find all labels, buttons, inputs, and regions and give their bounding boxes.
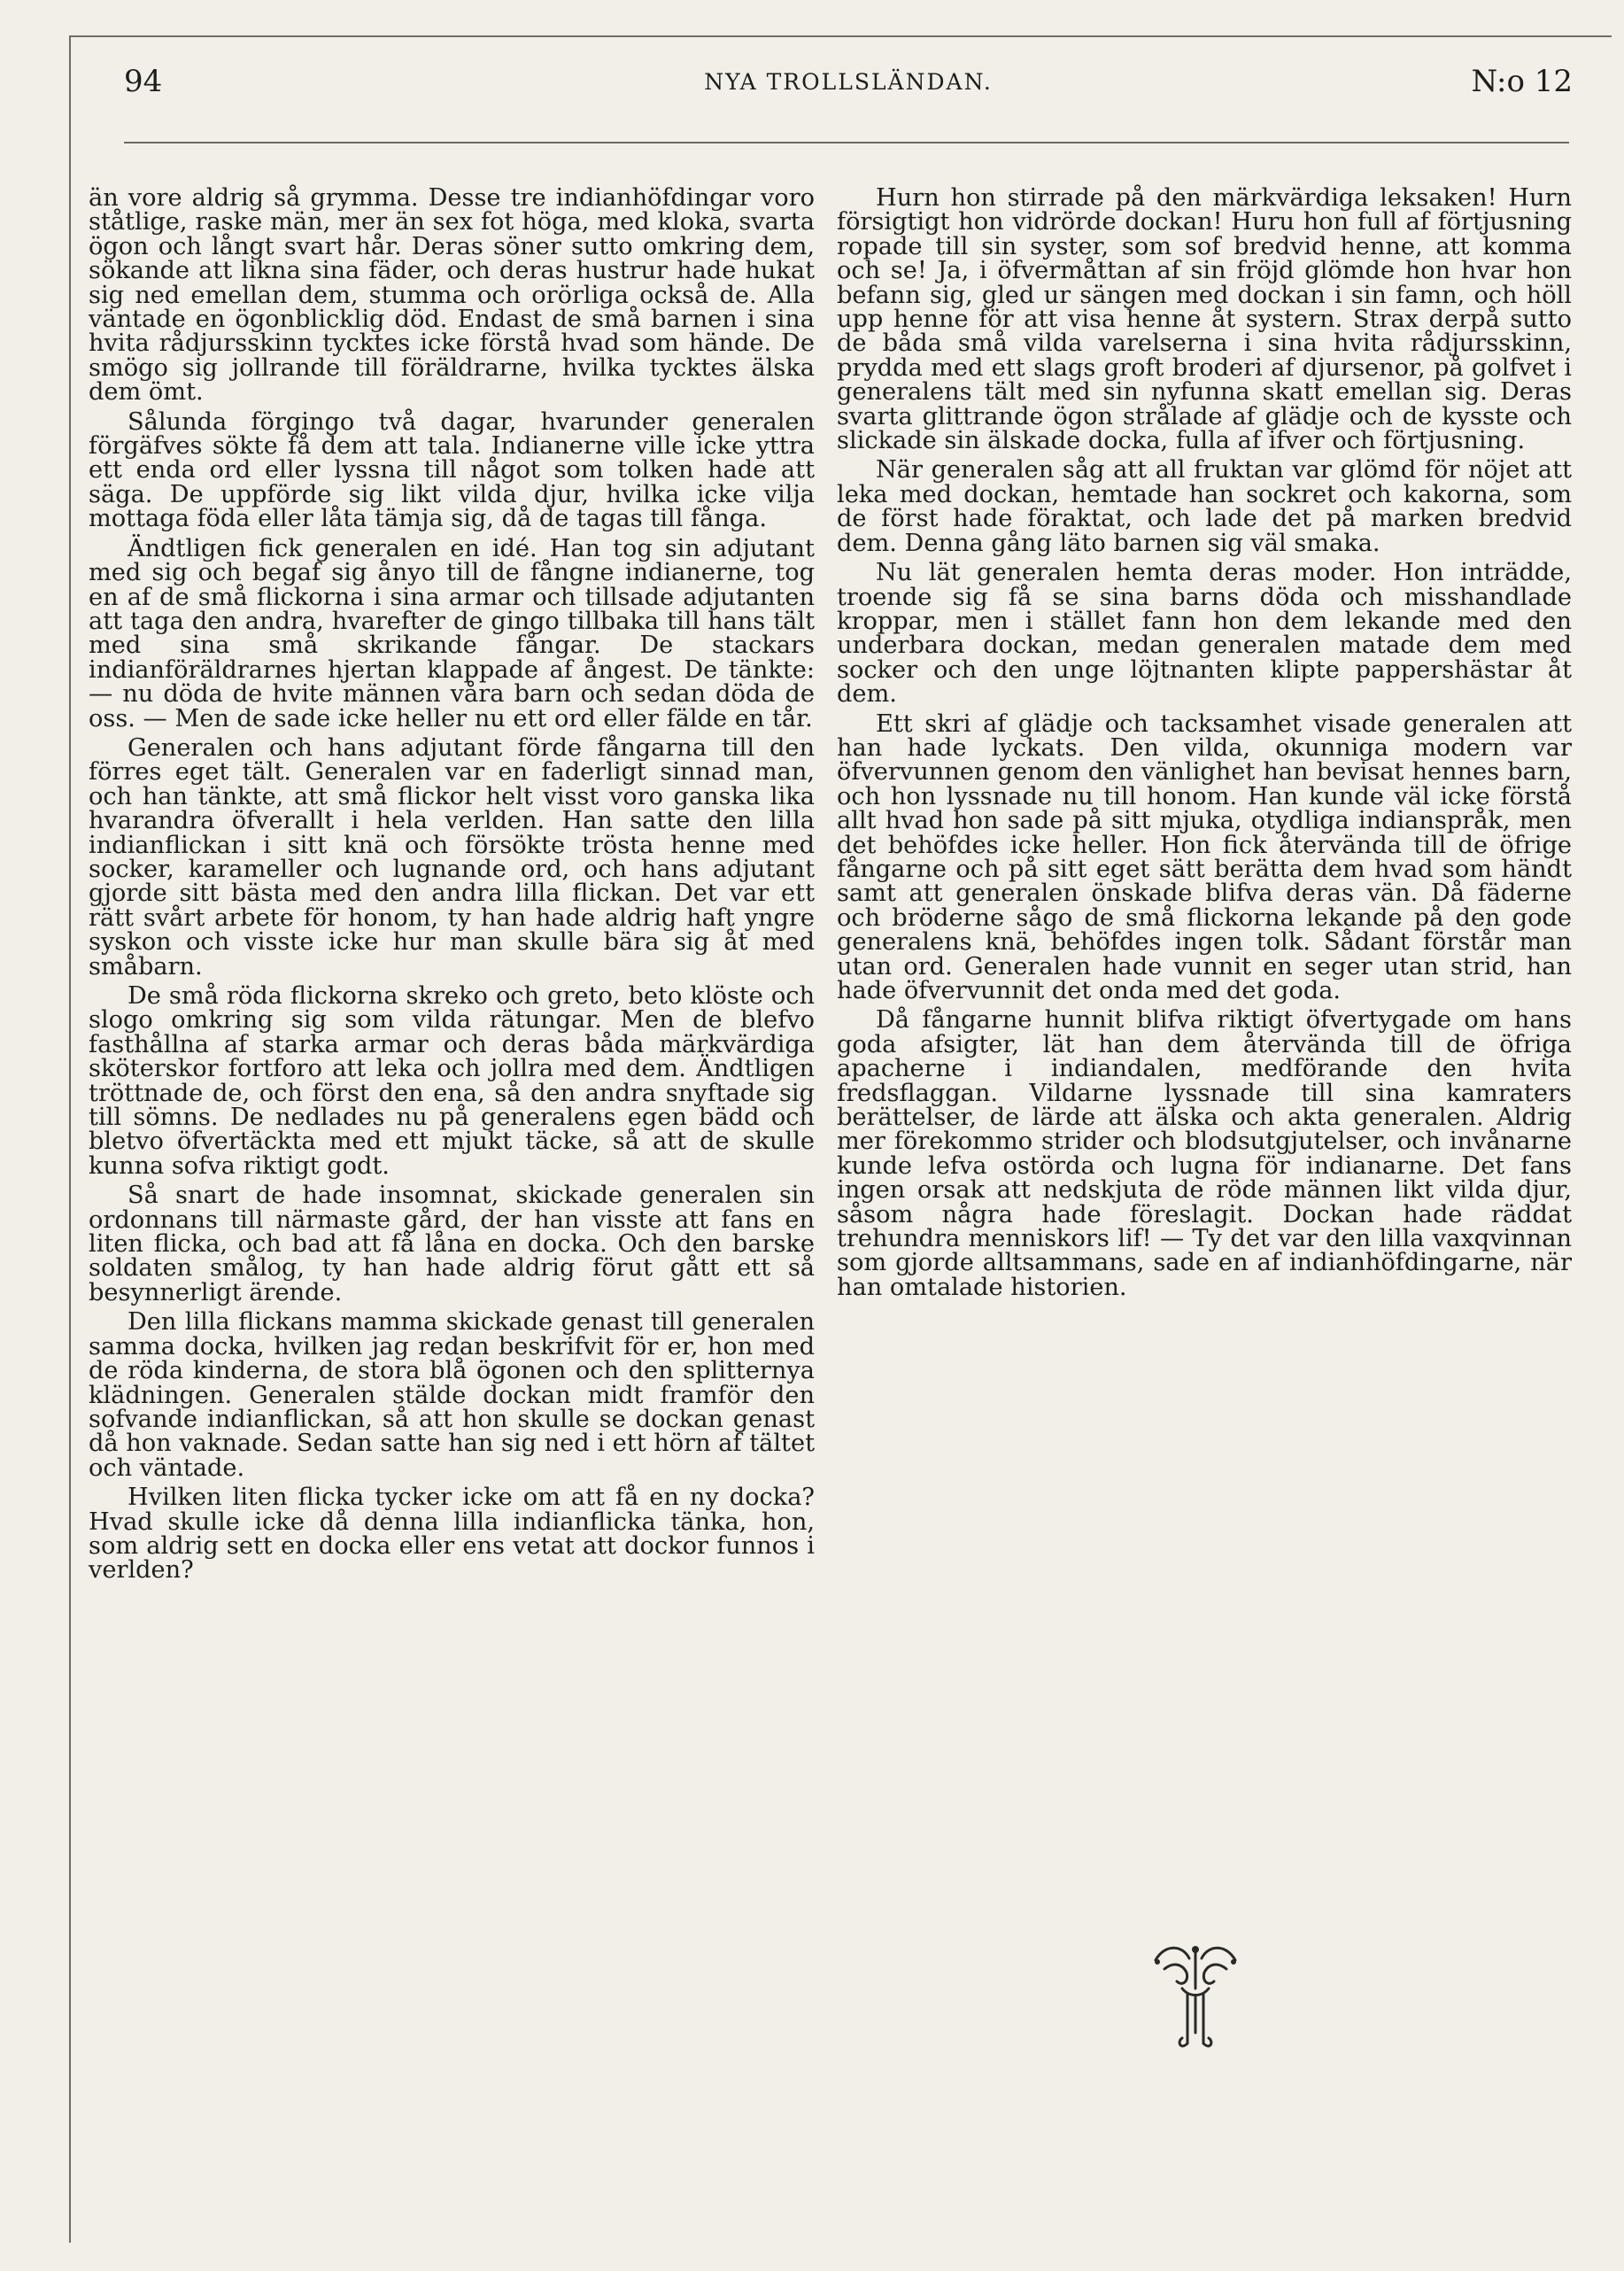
paragraph: När generalen såg att all fruktan var glömd för nöjet att leka med dockan, hemtade han sockret och kakorna, som de först hade föraktat, och lade det på marken bredvid dem. Denna gång läto barnen sig väl smaka. — [837, 456, 1572, 557]
paragraph: Nu lät generalen hemta deras moder. Hon inträdde, troende sig få se sina barns döda och misshandlade kroppar, men i stället fann hon dem lekande med den underbara dockan, medan generalen matade dem med socker och den unge löjtnanten klipte pappershästar åt dem. — [837, 559, 1572, 709]
paragraph: Generalen och hans adjutant förde fångarna till den förres eget tält. Generalen var en faderligt sinnad man, och han tänkte, att små flickor helt visst voro ganska lika hvarandra öfverallt i hela verlden. Han satte den lilla indianflickan i sitt knä och försökte trösta henne med socker, karameller och lugnande ord, och hans adjutant gjorde sitt bästa med den andra lilla flickan. Det var ett rätt svårt arbete för honom, ty han hade aldrig haft yngre syskon och visste icke hur man skulle bära sig åt med småbarn. — [89, 733, 815, 980]
paragraph: Hurn hon stirrade på den märkvärdiga leksaken! Hurn försigtigt hon vidrörde dockan! Huru hon full af förtjusning ropade till sin syster, som sof bredvid henne, att komma och se! Ja, i öfvermåttan af sin fröjd glömde hon hvar hon befann sig, gled ur sängen med dockan i sin famn, och höll upp henne för att visa henne åt systern. Strax derpå sutto de båda små vilda varelserna i sina hvita rådjursskinn, prydda med ett slags groft broderi af djursenor, på golfvet i generalens tält med sin nyfunna skatt emellan sig. Deras svarta glittrande ögon strålade af glädje och de kysste och slickade sin älskade docka, fulla af ifver och förtjusning. — [837, 184, 1572, 455]
issue-number: N:o 12 — [1471, 64, 1573, 99]
paragraph: Så snart de hade insomnat, skickade generalen sin ordonnans till närmaste gård, der han visste att fans en liten flicka, och bad att få låna en docka. Och den barske soldaten smålog, ty han hade aldrig förut gått ett så besynnerligt ärende. — [89, 1182, 815, 1306]
right-column — [837, 186, 1572, 1305]
page-number: 94 — [124, 64, 163, 99]
paragraph: Då fångarne hunnit blifva riktigt öfvertygade om hans goda afsigter, lät han dem återvända till de öfriga apacherne i indiandalen, medförande den hvita fredsflaggan. Vildarne lyssnade till sina kamraters berättelser, de lärde att älska och akta generalen. Aldrig mer förekommo strider och blodsutgjutelser, och invånarne kunde lefva ostörda och lugna för indianarne. Det fans ingen orsak att nedskjuta de röde männen likt vilda djur, såsom några hade föreslagit. Dockan hade räddat trehundra menniskors lif! — Ty det var den lilla vaxqvinnan som gjorde alltsammans, sade en af indianhöfdingarne, när han omtalade historien. — [837, 1006, 1572, 1301]
paragraph: De små röda flickorna skreko och greto, beto klöste och slogo omkring sig som vilda rätungar. Men de blefvo fasthållna af starka armar och deras båda märkvärdiga sköterskor fortforo att leka och jollra med dem. Ändtligen tröttnade de, och först den ena, så den andra snyftade sig till sömns. De nedlades nu på generalens egen bädd och bletvo öfvertäckta med ett mjukt täcke, så att de skulle kunna sofva riktigt godt. — [89, 982, 815, 1180]
paragraph: Ett skri af glädje och tacksamhet visade generalen att han hade lyckats. Den vilda, okunniga modern var öfvervunnen genom den vänlighet han bevisat hennes barn, och hon lyssnade nu till honom. Han kunde väl icke förstå allt hvad hon sade på sitt mjuka, otydliga indianspråk, men det behöfdes icke heller. Hon fick återvända till de öfrige fångarne och på sitt eget sätt berätta dem hvad som händt samt att generalen önskade blifva deras vän. Då fäderne och bröderne sågo de små flickorna lekande på den gode generalens knä, behöfdes ingen tolk. Sådant förstår man utan ord. Generalen hade vunnit en seger utan strid, han hade öfvervunnit det onda med det goda. — [837, 709, 1572, 1004]
paragraph: Ändtligen fick generalen en idé. Han tog sin adjutant med sig och begaf sig ånyo till de fångne indianerne, tog en af de små flickorna i sina armar och tillsade adjutanten att taga den andra, hvarefter de gingo tillbaka till hans tält med sina små skrikande fångar. De stackars indianföräldrarnes hjertan klappade af ångest. De tänkte: — nu döda de hvite männen våra barn och sedan döda de oss. — Men de sade icke heller nu ett ord eller fälde en tår. — [89, 534, 815, 732]
publication-title: NYA TROLLSLÄNDAN. — [704, 69, 993, 95]
left-column — [89, 186, 815, 1588]
page-header — [124, 64, 1573, 117]
paragraph: Den lilla flickans mamma skickade genast till generalen samma docka, hvilken jag redan beskrifvit för er, hon med de röda kinderna, de stora blå ögonen och den splitternya klädningen. Generalen stälde dockan midt framför den sofvande indianflickan, så att hon skulle se dockan genast då hon vaknade. Sedan satte han sig ned i ett hörn af tältet och väntade. — [89, 1308, 815, 1482]
header-rule — [124, 142, 1569, 143]
paragraph: Hvilken liten flicka tycker icke om att få en ny docka? Hvad skulle icke då denna lilla indianflicka tänka, hon, som aldrig sett en docka eller ens vetat att dockor funnos i verlden? — [89, 1484, 815, 1585]
paragraph: än vore aldrig så grymma. Desse tre indianhöfdingar voro ståtlige, raske män, mer än sex fot höga, med kloka, svarta ögon och långt svart hår. Deras söner sutto omkring dem, sökande att likna sina fäder, och deras hustrur hade hukat sig ned emellan dem, stumma och orörliga också de. Alla väntade en ögonblicklig död. Endast de små barnen i sina hvita rådjursskinn tycktes icke förstå hvad som hände. De smögo sig jollrande till föräldrarne, hvilka tycktes älska dem ömt. — [89, 184, 815, 407]
ornament-icon — [1138, 1935, 1253, 2059]
paragraph: Sålunda förgingo två dagar, hvarunder generalen förgäfves sökte få dem att tala. Indianerne ville icke yttra ett enda ord eller lyssna till något som tolken hade att säga. De uppförde sig likt vilda djur, hvilka icke vilja mottaga föda eller låta tämja sig, då de tagas till fånga. — [89, 407, 815, 533]
